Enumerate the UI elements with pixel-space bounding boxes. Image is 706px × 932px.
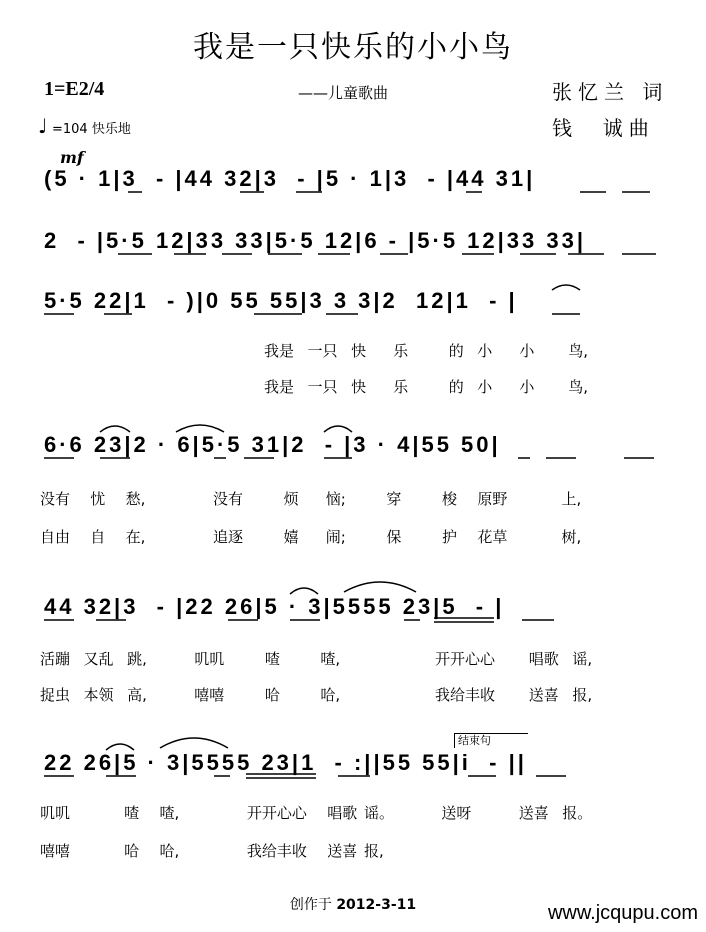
dynamic-marking: mf xyxy=(60,148,84,167)
tempo-marking: =104 快乐地 xyxy=(52,122,131,137)
notation-line-2: 2 - |5·5 12|33 33|5·5 12|6 - |5·5 12|33 33| xyxy=(44,228,587,253)
lyrics-verse-1-line-4: 叽叽 喳 喳, 开开心心 唱歌 谣。 送呀 送喜 报。 xyxy=(40,804,593,822)
notation-line-6: 22 26|5 · 3|5555 23|1 - :||55 55|i - || xyxy=(44,750,527,775)
notation-line-1: (5 · 1|3 - |44 32|3 - |5 · 1|3 - |44 31| xyxy=(44,166,536,191)
lyrics-verse-2-line-3: 捉虫 本领 高, 嘻嘻 哈 哈, 我给丰收 送喜 报, xyxy=(40,686,593,704)
footer-date: 2012-3-11 xyxy=(336,897,417,913)
lyrics-verse-1-line-2: 没有 忧 愁, 没有 烦 恼; 穿 梭 原野 上, xyxy=(40,490,582,508)
lyrics-verse-2-line-4: 嘻嘻 哈 哈, 我给丰收 送喜 报, xyxy=(40,842,384,860)
genre-label: ——儿童歌曲 xyxy=(298,84,389,102)
lyrics-verse-1-line-3: 活蹦 又乱 跳, 叽叽 喳 喳, 开开心心 唱歌 谣, xyxy=(40,650,593,668)
notation-line-5: 44 32|3 - |22 26|5 · 3|5555 23|5 - | xyxy=(44,594,505,619)
lyrics-verse-2-line-1: 我是 一只 快 乐 的 小 小 鸟, xyxy=(264,378,588,396)
lyrics-verse-2-line-2: 自由 自 在, 追逐 嬉 闹; 保 护 花草 树, xyxy=(40,528,582,546)
site-watermark: www.jcqupu.com xyxy=(547,902,698,924)
lyrics-verse-1-line-1: 我是 一只 快 乐 的 小 小 鸟, xyxy=(264,342,588,360)
key-signature: 1=E2/4 xyxy=(44,78,105,100)
notation-line-3: 5·5 22|1 - )|0 55 55|3 3 3|2 12|1 - | xyxy=(44,288,518,313)
footer-prefix: 创作于 xyxy=(289,897,337,913)
lyricist-credit: 张忆兰 词 xyxy=(552,80,669,104)
notation-line-4: 6·6 23|2 · 6|5·5 31|2 - |3 · 4|55 50| xyxy=(44,432,501,457)
ending-bracket-label: 结束句 xyxy=(454,733,528,748)
page-title: 我是一只快乐的小小鸟 xyxy=(193,30,513,65)
composer-credit: 钱 诚曲 xyxy=(552,116,655,140)
quarter-note-icon: ♩ xyxy=(38,114,48,138)
